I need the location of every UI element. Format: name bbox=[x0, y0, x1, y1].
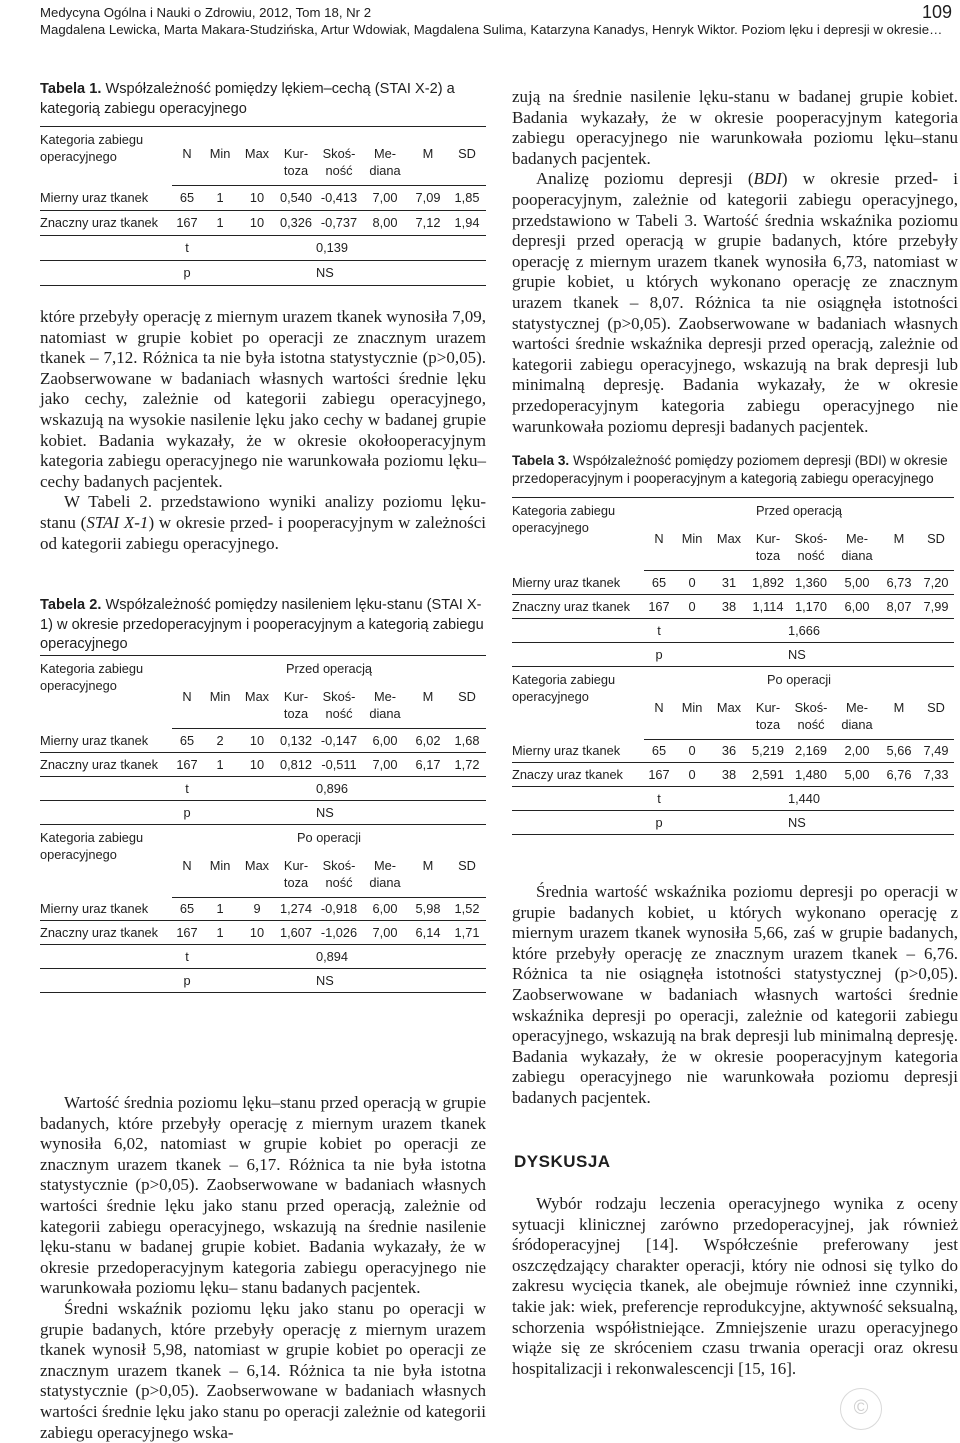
column-header bbox=[918, 699, 954, 740]
column-header-line: ność bbox=[325, 163, 353, 178]
table-cell: 10 bbox=[238, 186, 276, 211]
table-cell: -0,918 bbox=[316, 897, 362, 921]
column-header bbox=[202, 688, 238, 729]
table-header-row bbox=[40, 824, 486, 857]
table-cell: 1,114 bbox=[748, 594, 788, 618]
table-cell: 6,00 bbox=[362, 897, 408, 921]
right-paragraph-1: zują na średnie nasilenie lęku-stanu w badanej grupie kobiet. Badania wykazały, że w okresie pooperacyjnym kategoria zabiegu operacyjnego nie warunkowała poziomu lęku–stanu badanych pacjentek. bbox=[512, 87, 958, 168]
table-cell: 5,00 bbox=[834, 763, 880, 787]
table-row bbox=[512, 739, 954, 763]
table-cell: 167 bbox=[172, 921, 202, 945]
table-cell: 9 bbox=[238, 897, 276, 921]
table-row bbox=[40, 186, 486, 211]
stat-row bbox=[512, 642, 954, 666]
stat-value: 0,896 bbox=[316, 776, 486, 800]
table-cell: 1 bbox=[202, 186, 238, 211]
table-header-row bbox=[40, 127, 486, 146]
column-header bbox=[674, 530, 710, 571]
table-cell: 0,540 bbox=[276, 186, 316, 211]
column-header bbox=[172, 857, 202, 898]
left-paragraph-2 bbox=[40, 492, 486, 554]
authors-line: Magdalena Lewicka, Marta Makara-Studzińska, Artur Wdowiak, Magdalena Sulima, Katarzyna Kanadys, Henryk Wiktor. Poziom lęku i depresji w okresie… bbox=[40, 22, 943, 37]
column-header bbox=[748, 530, 788, 571]
column-header bbox=[362, 857, 408, 898]
right-text-block-3 bbox=[512, 1194, 958, 1379]
table-cell: 10 bbox=[238, 921, 276, 945]
table-row bbox=[512, 763, 954, 787]
table-cell: 7,20 bbox=[918, 571, 954, 595]
table-cell: 6,00 bbox=[834, 594, 880, 618]
table-header-row bbox=[512, 498, 954, 531]
page-number: 109 bbox=[921, 2, 952, 22]
stat-row bbox=[40, 969, 486, 993]
table-cell: 1 bbox=[202, 210, 238, 235]
column-header-line: diana bbox=[841, 716, 873, 732]
table-cell: 65 bbox=[172, 186, 202, 211]
column-header-line: Kur- bbox=[283, 146, 309, 161]
left-text-block-2 bbox=[40, 1093, 486, 1443]
table-cell: 2,591 bbox=[748, 763, 788, 787]
column-header bbox=[316, 688, 362, 729]
table-cell: -0,737 bbox=[316, 210, 362, 235]
column-header-line: M bbox=[893, 699, 905, 715]
column-header-line: diana bbox=[841, 548, 873, 563]
copyright-seal-icon: © bbox=[840, 1388, 882, 1430]
table-row bbox=[40, 752, 486, 776]
table2 bbox=[40, 655, 486, 993]
table1-caption bbox=[40, 80, 490, 119]
table-cell: -0,511 bbox=[316, 752, 362, 776]
column-header-line: Kur- bbox=[283, 689, 309, 704]
table-cell: 38 bbox=[710, 763, 748, 787]
row-label: Znaczny uraz tkanek bbox=[40, 921, 172, 945]
table-cell: 36 bbox=[710, 739, 748, 763]
left-paragraph-2-text-b: ) w okresie przed- i pooperacyjnym w zależności od kategorii zabiegu operacyjnego. bbox=[40, 512, 486, 553]
table-cell: 167 bbox=[172, 752, 202, 776]
column-header bbox=[362, 145, 408, 186]
table-cell: 0,812 bbox=[276, 752, 316, 776]
table-cell: 6,73 bbox=[880, 571, 918, 595]
column-header-line: Me- bbox=[845, 699, 869, 715]
row-label: Znaczny uraz tkanek bbox=[512, 594, 644, 618]
table-header-row bbox=[512, 666, 954, 699]
section-heading: DYSKUSJA bbox=[514, 1152, 611, 1171]
column-header-line: toza bbox=[283, 706, 309, 721]
table-cell: 1,480 bbox=[788, 763, 834, 787]
stat-row bbox=[40, 235, 486, 260]
column-header-line: Max bbox=[716, 699, 742, 715]
table-cell: 7,33 bbox=[918, 763, 954, 787]
stat-row bbox=[512, 787, 954, 811]
column-header-line: SD bbox=[458, 857, 476, 873]
stat-label: p bbox=[172, 969, 202, 993]
table-cell: -1,026 bbox=[316, 921, 362, 945]
column-header bbox=[448, 688, 486, 729]
table1-label: Tabela 1. bbox=[40, 81, 102, 97]
column-header-line: SD bbox=[927, 699, 945, 715]
table-cell: 65 bbox=[644, 739, 674, 763]
table-cell: 1,892 bbox=[748, 571, 788, 595]
table-cell: 0 bbox=[674, 763, 710, 787]
category-header: Kategoria zabiegu operacyjnego bbox=[40, 127, 172, 186]
column-header-line: Me- bbox=[373, 857, 397, 873]
table-row bbox=[40, 210, 486, 235]
table-cell: 0,326 bbox=[276, 210, 316, 235]
row-label: Mierny uraz tkanek bbox=[40, 186, 172, 211]
table-cell: 7,09 bbox=[408, 186, 448, 211]
table-cell: 7,00 bbox=[362, 921, 408, 945]
column-header-line: Min bbox=[681, 531, 703, 546]
left-text-block-1 bbox=[40, 307, 486, 554]
column-header bbox=[362, 688, 408, 729]
table-cell: 1,52 bbox=[448, 897, 486, 921]
table-row bbox=[40, 897, 486, 921]
table-cell: 65 bbox=[172, 897, 202, 921]
table3-label: Tabela 3. bbox=[512, 453, 570, 468]
column-header bbox=[202, 145, 238, 186]
table-cell: 1,274 bbox=[276, 897, 316, 921]
column-header-line: N bbox=[182, 857, 192, 873]
column-header bbox=[238, 145, 276, 186]
column-header bbox=[172, 688, 202, 729]
stat-label: p bbox=[172, 260, 202, 285]
table-cell: 167 bbox=[172, 210, 202, 235]
column-header-line: SD bbox=[927, 531, 945, 546]
table-cell: 7,00 bbox=[362, 186, 408, 211]
table-cell: 7,49 bbox=[918, 739, 954, 763]
column-header bbox=[276, 688, 316, 729]
table-cell: 7,99 bbox=[918, 594, 954, 618]
table-cell: 8,00 bbox=[362, 210, 408, 235]
column-header-line: Max bbox=[244, 857, 270, 873]
table3 bbox=[512, 497, 954, 835]
column-header-line: M bbox=[422, 857, 434, 873]
left-paragraph-1: które przebyły operację z miernym urazem tkanek wynosiła 7,09, natomiast w grupie kobiet po operacji ze znacznym urazem tkanek – 7,12. Różnica ta nie była istotna statystycznie (p>0,05). Zaobserwowane w badaniach własnych wartości średnie lęku jako cechy, zależnie od kategorii zabiegu operacyjnego, wskazują na wysokie nasilenie lęku jako cechy w badanej grupie kobiet. Badania wykazały, że w okresie okołooperacyjnym kategoria zabiegu operacyjnego nie warunkowała poziomu lęku–cechy badanych pacjentek. bbox=[40, 307, 486, 491]
column-header bbox=[448, 145, 486, 186]
table-cell: 31 bbox=[710, 571, 748, 595]
period-header bbox=[172, 127, 486, 146]
column-header-line: Skoś- bbox=[794, 699, 828, 715]
column-header-line: M bbox=[893, 531, 905, 546]
column-header bbox=[276, 857, 316, 898]
category-header: Kategoria zabiegu operacyjnego bbox=[40, 656, 172, 729]
column-header-line: diana bbox=[369, 163, 401, 178]
stat-label: p bbox=[172, 800, 202, 824]
column-header bbox=[276, 145, 316, 186]
table-cell: 1,94 bbox=[448, 210, 486, 235]
left-paragraph-2-italic: STAI X-1 bbox=[86, 512, 149, 532]
table1-title: Współzależność pomiędzy lękiem–cechą (STAI X-2) a kategorią zabiegu operacyjnego bbox=[40, 81, 455, 117]
column-header bbox=[408, 688, 448, 729]
column-header bbox=[408, 857, 448, 898]
column-header-line: toza bbox=[755, 716, 781, 732]
table-cell: -0,413 bbox=[316, 186, 362, 211]
table-cell: 7,12 bbox=[408, 210, 448, 235]
row-label: Znaczny uraz tkanek bbox=[40, 752, 172, 776]
table-cell: 65 bbox=[644, 571, 674, 595]
table-row bbox=[40, 921, 486, 945]
table-cell: 6,00 bbox=[362, 729, 408, 753]
table-cell: 10 bbox=[238, 729, 276, 753]
stat-value: NS bbox=[788, 642, 954, 666]
stat-label: p bbox=[644, 811, 674, 835]
stat-value: NS bbox=[316, 969, 486, 993]
stat-row bbox=[40, 945, 486, 969]
table-cell: 1 bbox=[202, 752, 238, 776]
right-paragraph-2 bbox=[512, 169, 958, 437]
column-header-line: N bbox=[182, 146, 192, 161]
table-cell: 10 bbox=[238, 752, 276, 776]
stat-label: t bbox=[644, 618, 674, 642]
column-header bbox=[316, 145, 362, 186]
stat-value: 0,139 bbox=[316, 235, 486, 260]
table-cell: 2,00 bbox=[834, 739, 880, 763]
column-header-line: M bbox=[422, 146, 434, 161]
column-header bbox=[674, 699, 710, 740]
column-header-line: Max bbox=[244, 146, 270, 161]
table-row bbox=[512, 594, 954, 618]
column-header-line: diana bbox=[369, 874, 401, 890]
column-header bbox=[880, 699, 918, 740]
table-cell: -0,147 bbox=[316, 729, 362, 753]
table-cell: 1,360 bbox=[788, 571, 834, 595]
table-cell: 0 bbox=[674, 571, 710, 595]
column-header bbox=[408, 145, 448, 186]
right-paragraph-2-text-a: Analizę poziomu depresji ( bbox=[536, 169, 754, 189]
table-cell: 1 bbox=[202, 921, 238, 945]
column-header-line: Min bbox=[209, 146, 231, 161]
stat-value: 1,666 bbox=[788, 618, 954, 642]
left-paragraph-4: Średni wskaźnik poziomu lęku jako stanu po operacji w grupie badanych, które przebyły operację z miernym urazem tkanek wynosił 5,98, natomiast w grupie kobiet po operacji ze znacznym urazem tkanek – 6,14. Różnica ta nie była istotna statystycznie (p>0,05). Zaobserwowane w badaniach własnych wartości średnie lęku jako stanu po operacji zależnie od kategorii zabiegu operacyjnego wska- bbox=[40, 1298, 486, 1442]
column-header-line: Skoś- bbox=[322, 689, 356, 704]
column-header bbox=[788, 530, 834, 571]
stat-label: t bbox=[172, 945, 202, 969]
table-cell: 2 bbox=[202, 729, 238, 753]
stat-row bbox=[512, 811, 954, 835]
right-text-block-1 bbox=[512, 87, 958, 437]
column-header bbox=[238, 688, 276, 729]
column-header bbox=[834, 699, 880, 740]
column-header-line: M bbox=[422, 689, 434, 704]
stat-row bbox=[512, 618, 954, 642]
column-header-line: Min bbox=[209, 689, 231, 704]
column-header-line: ność bbox=[325, 706, 353, 721]
category-header: Kategoria zabiegu operacyjnego bbox=[40, 829, 144, 862]
column-header-line: SD bbox=[458, 146, 476, 161]
stat-label: t bbox=[172, 776, 202, 800]
table-cell: 2,169 bbox=[788, 739, 834, 763]
column-header-line: toza bbox=[755, 548, 781, 563]
column-header bbox=[644, 530, 674, 571]
right-text-block-2 bbox=[512, 882, 958, 1109]
column-header-line: Kur- bbox=[283, 857, 309, 873]
table-cell: 167 bbox=[644, 594, 674, 618]
category-header: Kategoria zabiegu operacyjnego bbox=[512, 498, 644, 571]
column-header bbox=[448, 857, 486, 898]
column-header-line: SD bbox=[458, 689, 476, 704]
table-cell: 0,132 bbox=[276, 729, 316, 753]
column-header-line: ność bbox=[797, 548, 825, 563]
stat-label: t bbox=[172, 235, 202, 260]
column-header bbox=[918, 530, 954, 571]
stat-row bbox=[40, 776, 486, 800]
table-cell: 6,02 bbox=[408, 729, 448, 753]
left-paragraph-2-text-a: W Tabeli 2. przedstawiono wyniki analizy poziomu lęku-stanu ( bbox=[40, 492, 486, 532]
table3-title: Współzależność pomiędzy poziomem depresji (BDI) w okresie przedoperacyjnym i pooperacyjnym a kategorią zabiegu operacyjnego bbox=[512, 453, 948, 486]
column-header bbox=[710, 699, 748, 740]
table-cell: 1,85 bbox=[448, 186, 486, 211]
row-label: Mierny uraz tkanek bbox=[512, 739, 644, 763]
column-header bbox=[710, 530, 748, 571]
period-header: Przed operacją bbox=[644, 498, 954, 531]
column-header bbox=[238, 857, 276, 898]
category-header: Kategoria zabiegu operacyjnego bbox=[512, 671, 616, 704]
table-cell: 1,68 bbox=[448, 729, 486, 753]
row-label: Mierny uraz tkanek bbox=[40, 729, 172, 753]
running-header bbox=[40, 4, 952, 38]
stat-label: p bbox=[644, 642, 674, 666]
table-header-row bbox=[40, 656, 486, 689]
table-cell: 1,71 bbox=[448, 921, 486, 945]
column-header-line: toza bbox=[283, 874, 309, 890]
table2-title: Współzależność pomiędzy nasileniem lęku-stanu (STAI X-1) w okresie przedoperacyjnym i pooperacyjnym a kategorią zabiegu operacyjnego bbox=[40, 597, 484, 652]
table2-label: Tabela 2. bbox=[40, 597, 102, 613]
column-header-line: Max bbox=[716, 531, 742, 546]
column-header bbox=[748, 699, 788, 740]
row-label: Znaczy uraz tkanek bbox=[512, 763, 644, 787]
column-header-line: N bbox=[654, 531, 664, 546]
right-paragraph-3: Średnia wartość wskaźnika poziomu depresji po operacji w grupie badanych kobiet, u których wykonano operację z miernym urazem tkanek wynosiła 5,66, zaś w grupie badanych, które przebyły operację ze znacznym urazem tkanek – 6,76. Różnica ta nie osiągnęła istotności statystycznej (p>0,05). Zaobserwowane w badaniach własnych wartości średnie wskaźnika depresji po operacji, zależnie od kategorii zabiegu operacyjnego, wskazują na brak depresji lub minimalną depresję. Badania wykazały, że w okresie pooperacyjnym kategoria zabiegu operacyjnego nie warunkowała poziomu depresji badanych pacjentek. bbox=[512, 882, 958, 1107]
table2-caption bbox=[40, 596, 490, 655]
table3-caption bbox=[512, 452, 958, 488]
table-cell: 6,14 bbox=[408, 921, 448, 945]
right-paragraph-2-italic: BDI bbox=[753, 169, 782, 189]
column-header bbox=[316, 857, 362, 898]
row-label: Mierny uraz tkanek bbox=[512, 571, 644, 595]
stat-value: 1,440 bbox=[788, 787, 954, 811]
period-header: Po operacji bbox=[766, 671, 832, 687]
column-header-line: Min bbox=[209, 857, 231, 873]
stat-value: 0,894 bbox=[316, 945, 486, 969]
column-header-line: Max bbox=[244, 689, 270, 704]
left-paragraph-3: Wartość średnia poziomu lęku–stanu przed operacją w grupie badanych, które przebyły operację z miernym urazem tkanek wynosiła 6,02, natomiast w grupie kobiet po operacji ze znacznym urazem tkanek – 6,17. Różnica ta nie była istotna statystycznie (p>0,05). Zaobserwowane w badaniach własnych wartości średnie lęku jako stanu przed operacją, zależnie od kategorii zabiegu operacyjnego, wskazują na średnie nasilenie lęku-stanu w badanej grupie kobiet. Badania wykazały, że w okresie przedoperacyjnym kategoria zabiegu operacyjnego nie warunkowała poziomu lęku– stanu badanych pacjentek. bbox=[40, 1093, 486, 1298]
table-cell: 1 bbox=[202, 897, 238, 921]
column-header-line: Min bbox=[681, 699, 703, 715]
table-cell: 5,219 bbox=[748, 739, 788, 763]
stat-value: NS bbox=[316, 800, 486, 824]
table-row bbox=[512, 571, 954, 595]
table-cell: 38 bbox=[710, 594, 748, 618]
column-header-line: Me- bbox=[373, 689, 397, 704]
stat-label: t bbox=[644, 787, 674, 811]
column-header-line: Skoś- bbox=[322, 857, 356, 873]
table-row bbox=[40, 729, 486, 753]
column-header-line: Skoś- bbox=[794, 531, 828, 546]
right-paragraph-4: Wybór rodzaju leczenia operacyjnego wynika z oceny sytuacji klinicznej zarówno przedoperacyjnej, jak również śródoperacyjnej [14]. Współcześnie preferowany jest oszczędzający charakter operacji, który nie odnosi się tylko do zakresu wycięcia tkanek, ale obejmuje również inne czynniki, takie jak: wiek, preferencje reprodukcyjne, aktywność seksualną, schorzenia współistniejące. Zmniejszenie urazu operacyjnego wiąże się ze skróceniem czasu trwania operacji oraz okresu hospitalizacji i rekonwalescencji [15, 16]. bbox=[512, 1194, 958, 1378]
column-header-line: ność bbox=[325, 874, 353, 890]
column-header-line: Skoś- bbox=[322, 146, 356, 161]
column-header-line: ność bbox=[797, 716, 825, 732]
table-cell: 1,607 bbox=[276, 921, 316, 945]
column-header-line: Kur- bbox=[755, 531, 781, 546]
table-cell: 65 bbox=[172, 729, 202, 753]
table-cell: 5,00 bbox=[834, 571, 880, 595]
column-header-line: Me- bbox=[373, 146, 397, 161]
stat-row bbox=[40, 260, 486, 285]
row-label: Znaczny uraz tkanek bbox=[40, 210, 172, 235]
column-header-line: Me- bbox=[845, 531, 869, 546]
right-paragraph-2-text-b: ) w okresie przed- i pooperacyjnym, zależnie od kategorii zabiegu operacyjnego, przedstawiono w Tabeli 3. Wartość średnia wskaźnika poziomu depresji przed operacją w grupie badanych, które przebyły operację z miernym urazem tkanek wynosiła 6,73, natomiast w grupie kobiet, u których wykonano operację ze znacznym urazem tkanek – 8,07. Różnica ta nie osiągnęła istotności statystycznej (p>0,05). Zaobserwowane w badaniach własnych wartości średnie wskaźnika depresji przed operacją, zależnie od kategorii zabiegu operacyjnego, wskazują na brak depresji lub minimalną depresję. Badania wykazały, że w okresie przedoperacyjnym kategoria zabiegu operacyjnego nie warunkowała poziomu depresji badanych pacjentek. bbox=[512, 169, 958, 436]
row-label: Mierny uraz tkanek bbox=[40, 897, 172, 921]
period-header: Przed operacją bbox=[172, 656, 486, 689]
column-header-line: N bbox=[182, 689, 192, 704]
column-header-line: Kur- bbox=[755, 699, 781, 715]
column-header-line: diana bbox=[369, 706, 401, 721]
period-header: Po operacji bbox=[296, 829, 362, 845]
column-header bbox=[788, 699, 834, 740]
table-cell: 1,72 bbox=[448, 752, 486, 776]
journal-citation: Medycyna Ogólna i Nauki o Zdrowiu, 2012, Tom 18, Nr 2 bbox=[40, 5, 372, 20]
column-header-line: N bbox=[654, 699, 664, 715]
stat-value: NS bbox=[316, 260, 486, 285]
table-cell: 167 bbox=[644, 763, 674, 787]
column-header bbox=[172, 145, 202, 186]
table-cell: 5,66 bbox=[880, 739, 918, 763]
column-header bbox=[202, 857, 238, 898]
stat-value: NS bbox=[788, 811, 954, 835]
column-header bbox=[644, 699, 674, 740]
table-cell: 8,07 bbox=[880, 594, 918, 618]
column-header bbox=[834, 530, 880, 571]
table-cell: 1,170 bbox=[788, 594, 834, 618]
stat-row bbox=[40, 800, 486, 824]
column-header-line: toza bbox=[283, 163, 309, 178]
column-header bbox=[880, 530, 918, 571]
table-cell: 0 bbox=[674, 594, 710, 618]
table-cell: 10 bbox=[238, 210, 276, 235]
table-cell: 6,17 bbox=[408, 752, 448, 776]
table-cell: 7,00 bbox=[362, 752, 408, 776]
table-cell: 6,76 bbox=[880, 763, 918, 787]
table-cell: 5,98 bbox=[408, 897, 448, 921]
table-cell: 0 bbox=[674, 739, 710, 763]
table1 bbox=[40, 126, 486, 286]
